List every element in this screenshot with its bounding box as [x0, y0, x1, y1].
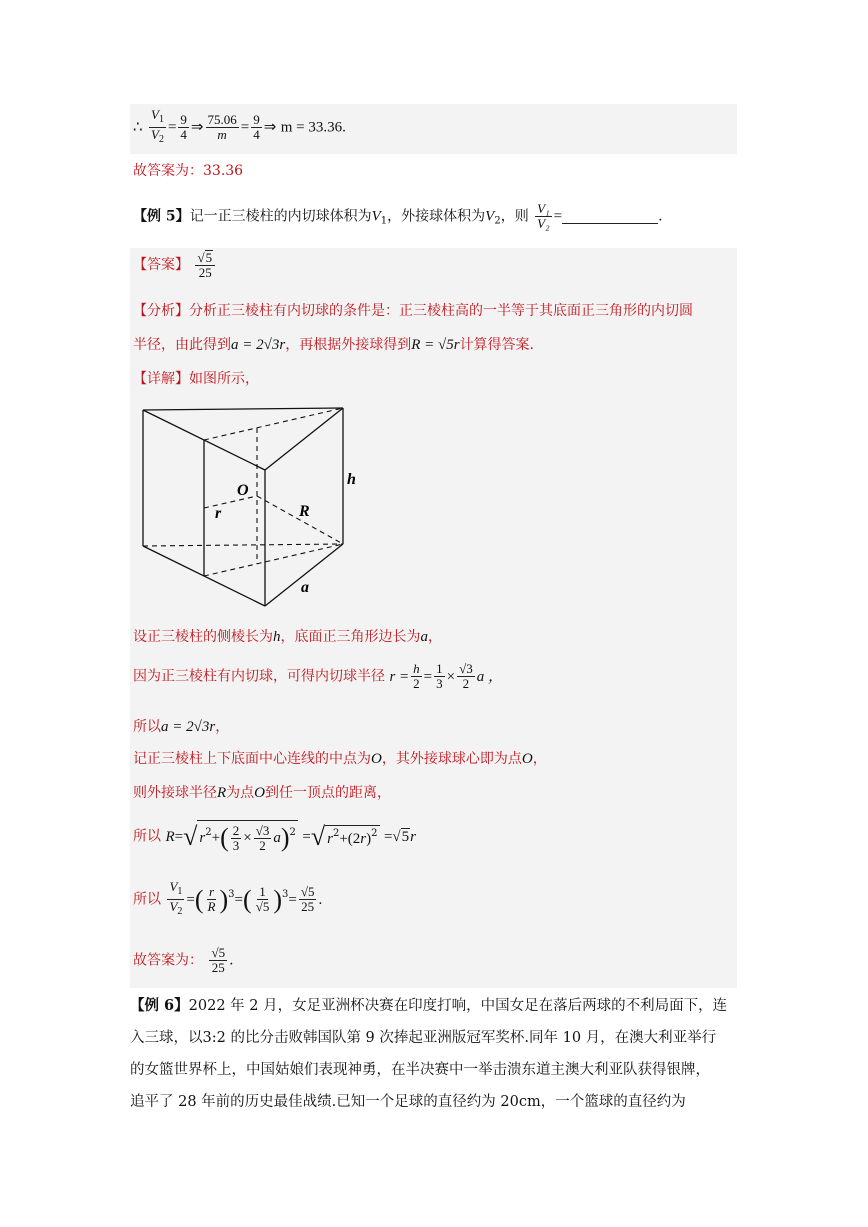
step-7: 所以 $\frac{V_1}{V_2}$ =( $\frac{r}{R}$ )$^3$=( $\frac{1}{√5}$ )$^3$= $\frac{√5}{25}$ . — [133, 879, 323, 917]
previous-answer: 故答案为：33.36 — [133, 163, 244, 179]
label-a: a — [301, 579, 309, 596]
step-6: 所以 R=√ $r^2+$( $\frac{2}{3}$ × $\frac{√3}{2}$ a)$^2$ =√ $r^2+(2r)^2$ =√ 5 r — [133, 821, 416, 853]
step-4: 记正三棱柱上下底面中心连线的中点为O，其外接球球心即为点O， — [133, 751, 547, 767]
prism-figure — [133, 398, 373, 610]
shaded-block-solution — [130, 248, 737, 988]
label-h: h — [347, 471, 356, 488]
step-1: 设正三棱柱的侧棱长为h，底面正三角形边长为a， — [133, 629, 442, 645]
final-answer: 故答案为： $\frac{√5}{25}$ . — [133, 945, 234, 975]
step-5: 则外接球半径R为点O到任一顶点的距离， — [133, 785, 392, 801]
label-O: O — [237, 482, 249, 499]
step-2: 因为正三棱柱有内切球，可得内切球半径 r = $\frac{h}{2}$ = $\frac{1}{3}$ × $\frac{√3}{2}$ a ， — [133, 661, 504, 691]
analysis-line1: 【分析】分析正三棱柱有内切球的条件是：正三棱柱高的一半等于其底面正三角形的内切圆 — [133, 303, 693, 319]
answer-blank — [562, 209, 658, 224]
example-6-text: 【例 6】2022 年 2 月，女足亚洲杯决赛在印度打响，中国女足在落后两球的不利局面下，连 入三球，以3:2 的比分击败韩国队第 9 次捧起亚洲版冠军奖杯.同年 10 月，在澳大利亚举行 的女篮世界杯上，中国姑娘们表现神勇，在半决赛中一举击溃东道主澳大利亚队获得银牌， 追平了 28 年前的历史最佳战绩.已知一个足球的直径约为 20cm，一个篮球的直径约为 — [130, 997, 728, 1110]
detail-line: 【详解】如图所示， — [133, 371, 259, 387]
label-r: r — [215, 505, 222, 522]
example-5-question: 【例 5】记一正三棱柱的内切球体积为$V_1$，外接球体积为$V_2$，则 $\frac{\text{V₁}}{\text{V₂}}$ = . — [133, 201, 663, 231]
label-R: R — [299, 503, 310, 520]
top-formula: ∴ $\frac{V_1}{V_2}$ = $\frac{9}{4}$ ⇒ $\frac{75.06}{m}$ = $\frac{9}{4}$ ⇒ m = 33.36. — [133, 107, 346, 145]
analysis-line2: 半径，由此得到a = 2√3r，再根据外接球得到R = √5r计算得答案. — [133, 337, 535, 353]
step-3: 所以a = 2√3r， — [133, 719, 230, 735]
answer-line: 【答案】 √ 5 25 — [133, 250, 217, 280]
